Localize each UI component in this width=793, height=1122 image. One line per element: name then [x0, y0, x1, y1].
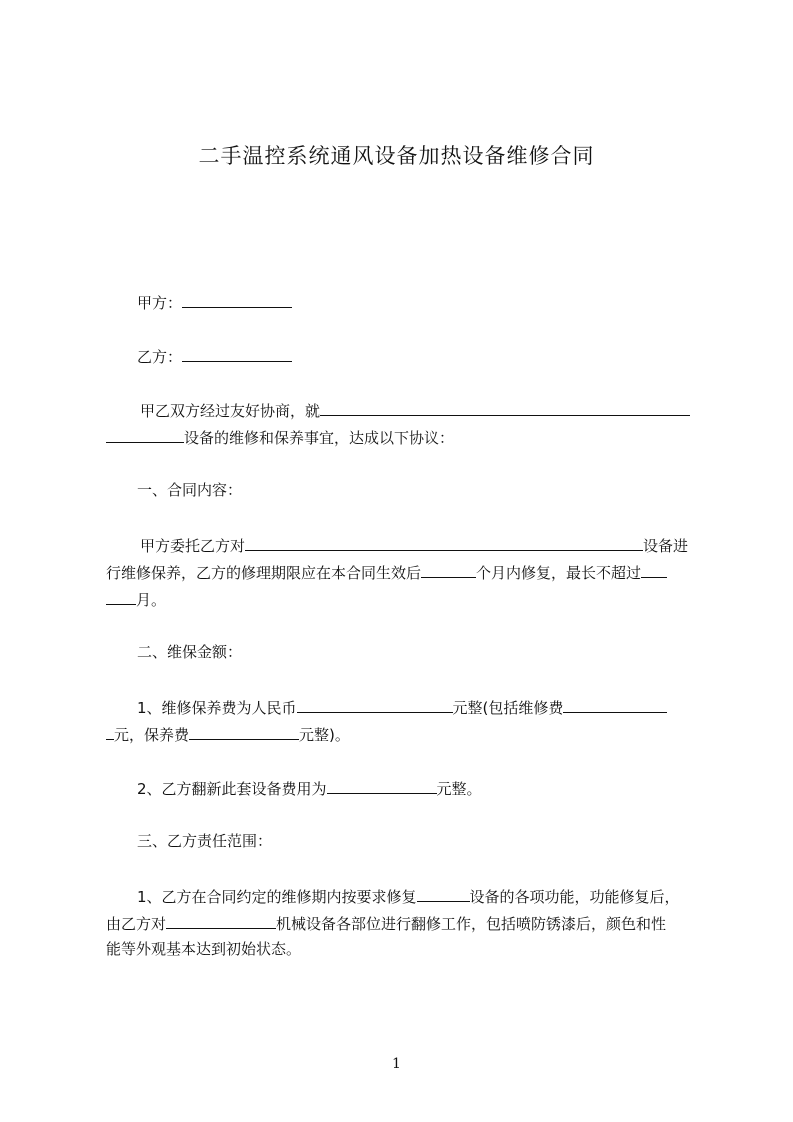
section3-text-1: 1、乙方在合同约定的维修期内按要求修复	[137, 888, 417, 906]
section3-item1-line-1	[137, 885, 680, 907]
party-a-blank	[182, 291, 292, 308]
section3-text-3: 由乙方对	[106, 915, 167, 933]
section2-item1-line-1	[137, 696, 667, 718]
section2-heading: 二、维保金额：	[137, 643, 243, 661]
repair-fee-blank-1	[563, 696, 667, 713]
document-title: 二手温控系统通风设备加热设备维修合同	[198, 144, 595, 168]
section1-heading: 一、合同内容：	[137, 481, 243, 499]
months-blank	[421, 561, 476, 578]
section1-text-5: 月。	[136, 591, 167, 609]
total-fee-blank	[297, 696, 453, 713]
refurbish-fee-blank	[327, 777, 437, 794]
page-number: 1	[392, 1056, 401, 1072]
section2-item2-line	[137, 777, 482, 799]
section2-text-6: 元整。	[436, 780, 482, 798]
section2-text-3: 元，保养费	[114, 726, 190, 744]
max-months-blank-1	[641, 561, 667, 578]
intro-line-2	[106, 426, 454, 448]
party-a-label: 甲方：	[137, 294, 183, 312]
section3-item1-line-3: 能等外观基本达到初始状态。	[106, 940, 302, 958]
section1-text-4: 个月内修复，最长不超过	[476, 564, 642, 582]
section1-text-1: 甲方委托乙方对	[140, 537, 246, 555]
section3-item1-line-2	[106, 912, 666, 934]
maintenance-fee-blank	[189, 723, 299, 740]
section1-text-2: 设备进	[643, 537, 689, 555]
party-a-line	[137, 291, 292, 313]
party-b-blank	[182, 345, 292, 362]
max-months-blank-2	[106, 588, 136, 605]
repair-fee-blank-2	[106, 723, 114, 740]
section2-text-5: 2、乙方翻新此套设备费用为	[137, 780, 327, 798]
repair-equipment-blank	[417, 885, 470, 902]
section1-text-3: 行维修保养，乙方的修理期限应在本合同生效后	[106, 564, 422, 582]
section3-text-2: 设备的各项功能，功能修复后，	[469, 888, 680, 906]
intro-text-pre: 甲乙双方经过友好协商，就	[140, 402, 321, 420]
section3-heading: 三、乙方责任范围：	[137, 832, 273, 850]
section2-text-1: 1、维修保养费为人民币	[137, 699, 297, 717]
intro-blank-1	[320, 399, 690, 416]
section3-text-4: 机械设备各部位进行翻修工作，包括喷防锈漆后，颜色和性	[276, 915, 667, 933]
party-b-label: 乙方：	[137, 348, 183, 366]
section2-item1-line-2	[106, 723, 350, 745]
intro-line-1	[140, 399, 690, 421]
section1-line-2	[106, 561, 667, 583]
section2-text-2: 元整(包括维修费	[452, 699, 564, 717]
intro-blank-2	[106, 426, 184, 443]
intro-text-post: 设备的维修和保养事宜，达成以下协议：	[184, 429, 455, 447]
party-b-line	[137, 345, 292, 367]
section1-line-3	[106, 588, 166, 610]
machinery-blank	[166, 912, 276, 929]
section1-line-1	[140, 534, 688, 556]
section2-text-4: 元整)。	[299, 726, 350, 744]
equipment-blank	[245, 534, 643, 551]
